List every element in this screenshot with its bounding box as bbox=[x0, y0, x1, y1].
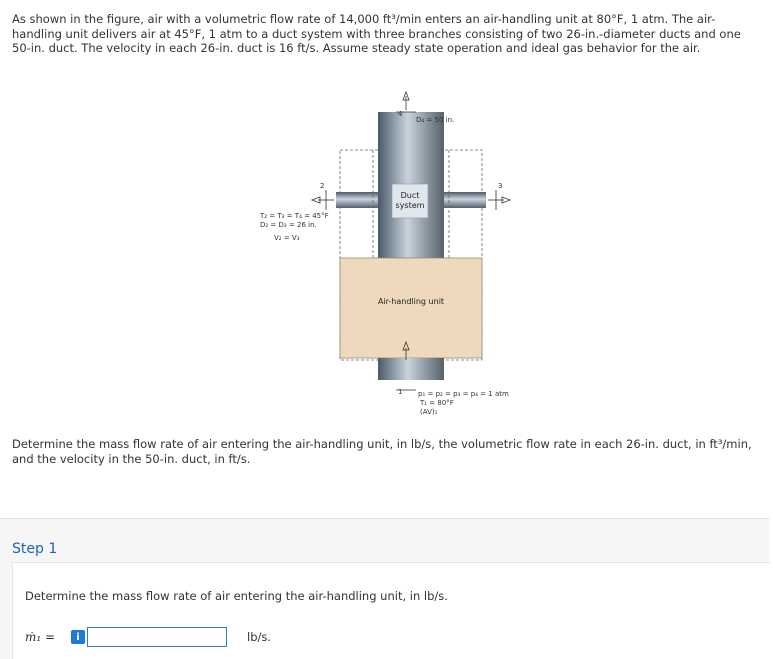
duct-label-2: system bbox=[395, 201, 425, 210]
question-text: Determine the mass flow rate of air entering the air-handling unit, in lb/s, the volumetric flow rate in each 26-in. duct, in ft³/min, and the velocity in the 50-in. duct, in ft/s. bbox=[12, 437, 752, 466]
d4-label: D₄ = 50 in. bbox=[416, 116, 455, 124]
duct-label: Duct bbox=[400, 191, 420, 200]
station-2-label: 2 bbox=[320, 182, 325, 190]
figure bbox=[0, 80, 773, 420]
air-handling-diagram bbox=[0, 80, 773, 420]
air-handling-unit-box bbox=[340, 258, 482, 358]
step-card bbox=[0, 518, 769, 659]
ahu-label: Air-handling unit bbox=[377, 297, 445, 306]
station-4-label: 4 bbox=[398, 110, 403, 118]
step-question: Determine the mass flow rate of air entering the air-handling unit, in lb/s. bbox=[25, 589, 448, 603]
step-body bbox=[12, 562, 770, 659]
step-title: Step 1 bbox=[12, 541, 58, 557]
station-1-label: 1 bbox=[398, 388, 403, 396]
left-note-3: V₂ = V₃ bbox=[274, 234, 300, 242]
answer-row bbox=[25, 625, 271, 649]
station-3-label: 3 bbox=[498, 182, 503, 190]
right-note-1: p₁ = p₂ = p₃ = p₄ = 1 atm bbox=[418, 390, 509, 398]
problem-statement: As shown in the figure, air with a volumetric flow rate of 14,000 ft³/min enters an air-handling unit at 80°F, 1 atm. The air-handling unit delivers air at 45°F, 1 atm to a duct system with three branches consisting of two 26-in.-diameter ducts and one 50-in. duct. The velocity in each 26-in. duct is 16 ft/s. Assume steady state operation and ideal gas behavior for the air. bbox=[12, 12, 741, 55]
unit-label: lb/s. bbox=[247, 630, 272, 644]
right-note-2: T₁ = 80°F bbox=[420, 399, 454, 407]
mass-flow-symbol: ṁ₁ = bbox=[25, 630, 56, 644]
left-branch-duct bbox=[336, 192, 378, 208]
left-note-1: T₂ = T₃ = T₄ = 45°F bbox=[260, 212, 329, 220]
right-note-3: (AV)₁ bbox=[420, 408, 438, 416]
inlet-duct bbox=[378, 358, 444, 380]
right-branch-duct bbox=[444, 192, 486, 208]
mass-flow-input[interactable] bbox=[87, 627, 227, 647]
info-icon[interactable]: i bbox=[71, 630, 85, 644]
left-note-2: D₂ = D₃ = 26 in. bbox=[260, 221, 317, 229]
